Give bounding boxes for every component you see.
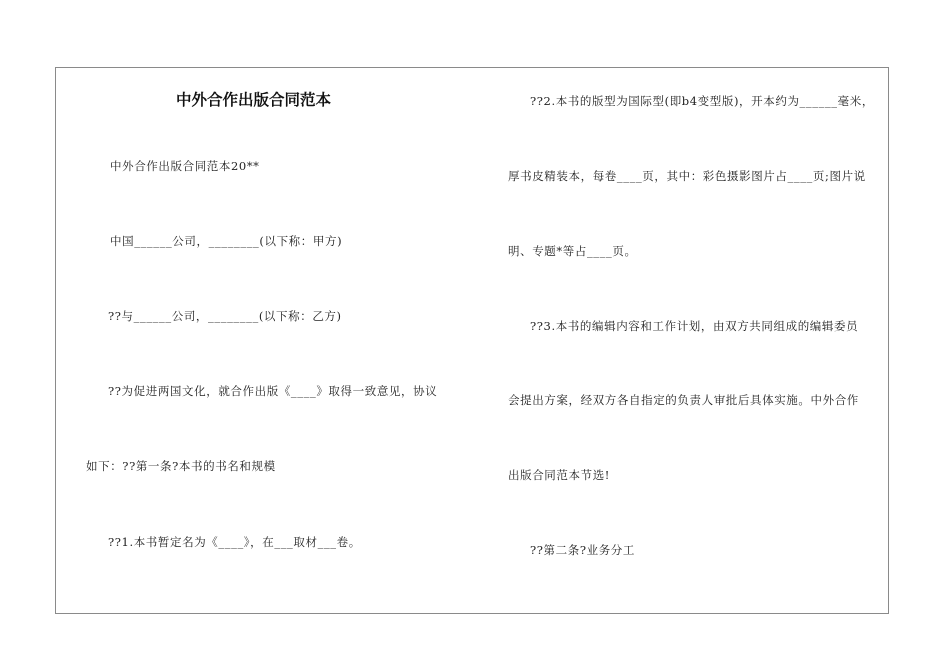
clause-2-line-3: 明、专题*等占____页。 [508,244,637,258]
clause-3-line-2: 会提出方案，经双方各自指定的负责人审批后具体实施。中外合作 [508,393,859,407]
clause-3-line-3: 出版合同范本节选! [508,468,611,482]
clause-1-line: ??1.本书暂定名为《____》，在___取材___卷。 [108,535,361,549]
party-b-line: ??与______公司，________(以下称：乙方) [108,309,342,323]
party-a-line: 中国______公司，________(以下称：甲方) [110,234,343,248]
clause-3-line-1: ??3.本书的编辑内容和工作计划，由双方共同组成的编辑委员 [530,319,859,333]
document-title: 中外合作出版合同范本 [176,91,332,109]
subtitle-line: 中外合作出版合同范本20** [110,159,260,173]
clause-2-line-2: 厚书皮精装本，每卷____页，其中：彩色摄影图片占____页;图片说 [508,169,866,183]
page-frame [55,67,889,614]
preamble-line: ??为促进两国文化，就合作出版《____》取得一致意见，协议 [108,384,438,398]
clause-2-line-1: ??2.本书的版型为国际型(即b4变型版)，开本约为______毫米， [530,94,874,108]
article-1-heading: 如下：??第一条?本书的书名和规模 [86,459,276,473]
article-2-heading: ??第二条?业务分工 [530,543,635,557]
